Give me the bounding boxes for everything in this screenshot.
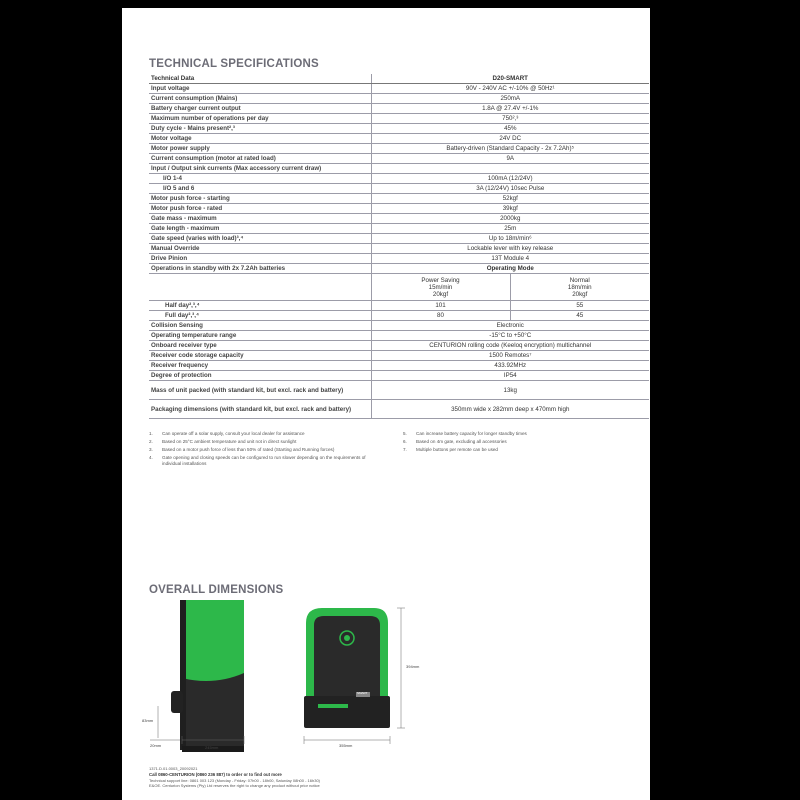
table-row bbox=[149, 124, 649, 134]
table-row bbox=[149, 194, 649, 204]
document-page: TECHNICAL SPECIFICATIONS Technical Data D20-SMART Input voltage 90V - 240V AC +/-10% @ 50Hz¹ Current consumption (Mains) 250mA Battery charger current output 1.8A @ 27.4V +/-1% Maximum number of operations per day 750²,³ Duty cycle - Mains present²,³ 45% Motor voltage 24V DC Motor power supply Battery-driven (Standard Capacity - 2x 7.2Ah)⁵ Current consumption (motor at rated load) 9A Input / Output sink currents (Max accessory current draw) I/O 1-4 100mA (12/24V) I/O 5 and 6 3A (12/24V) 10sec Pulse Motor push force - starting 52kgf Motor push force - rated 39kgf Gate mass - maximum 2000kg Gate length - maximum 25m Gate speed (varies with load)³,⁴ Up to 18m/min⁶ Manual Override Lockable lever with key release Drive Pinion 13T Module 4 Operations in standby with 2x 7.2Ah batteries Operating Mode Power Saving 15m/min 20kgf Normal 18m/min 20kgf Half day²,³,⁴ 101 55 Full day²,³,⁴ 80 45 Collision Sensing Electronic Operating temperature range -15°C to +50°C Onboard receiver type CENTURION rolling code (Keeloq encryption) multichannel Receiver code storage capacity 1500 Remotes⁷ Receiver frequency 433.92MHz Degree of protection IP54 Mass of unit packed (with standard kit, but excl. rack and battery) 13kg Packaging dimensions (with standard kit, but excl. rack and battery) 350mm wide x 282mm deep x 470mm high OVERALL DIMENSIONS 245mm 20mm 83mm 355mm 394mm SMART 1. Can operate off a solar supply, consult your local dealer for assistance 2. Based on 25°C ambient temperature and unit not in direct sunlight 3. Based on a motor push force of less than 50% of rated (Starting and Running forces) 4. Gate opening and closing speeds can be configured to run slower depending on the requirements of individual installations 5. Can increase battery capacity for longer standby times 6. Based on 4m gate, excluding all accessories 7. Multiple buttons per remote can be used 1371.D.01.0003_20092021 Call 0860-CENTURION (0860 236 887) to order or to find out more Technical support line: 0861 003 123 (Monday - Friday: 07h00 - 18h00, Saturday 08h00 - 16h30) E&OE. Centurion Systems (Pty) Ltd reserves the right to change any product without prior notice bbox=[122, 8, 650, 800]
row-label: Gate length - maximum bbox=[149, 224, 371, 234]
mode-row bbox=[149, 274, 649, 301]
tech-spec-heading: TECHNICAL SPECIFICATIONS bbox=[149, 58, 319, 70]
row-label: Operating temperature range bbox=[149, 331, 371, 341]
row-value: 25m bbox=[371, 224, 649, 234]
row-label: Onboard receiver type bbox=[149, 341, 371, 351]
row-value: 100mA (12/24V) bbox=[371, 174, 649, 184]
side-view bbox=[171, 600, 244, 752]
dimensions-diagram bbox=[122, 578, 650, 758]
row-label: Collision Sensing bbox=[149, 321, 371, 331]
row-value: 3A (12/24V) 10sec Pulse bbox=[371, 184, 649, 194]
full-day-row-power-saving: 80 bbox=[371, 311, 510, 321]
row-value: Battery-driven (Standard Capacity - 2x 7.2Ah)⁵ bbox=[371, 144, 649, 154]
row-value: 2000kg bbox=[371, 214, 649, 224]
row-label: Motor power supply bbox=[149, 144, 371, 154]
mode-spacer bbox=[149, 274, 371, 301]
row-value: 13T Module 4 bbox=[371, 254, 649, 264]
table-row bbox=[149, 164, 649, 174]
row-label: Input / Output sink currents (Max accessory current draw) bbox=[149, 164, 371, 174]
row-label: Motor push force - rated bbox=[149, 204, 371, 214]
header-label: Technical Data bbox=[149, 74, 371, 84]
row-value: 24V DC bbox=[371, 134, 649, 144]
row-label: I/O 5 and 6 bbox=[149, 184, 371, 194]
table-row bbox=[149, 341, 649, 351]
operating-mode-label: Operating Mode bbox=[371, 264, 649, 274]
table-row bbox=[149, 84, 649, 94]
spec-table bbox=[149, 74, 649, 419]
table-row bbox=[149, 244, 649, 254]
row-label: I/O 1-4 bbox=[149, 174, 371, 184]
table-row bbox=[149, 371, 649, 381]
row-value: CENTURION rolling code (Keeloq encryption) multichannel bbox=[371, 341, 649, 351]
row-label: Maximum number of operations per day bbox=[149, 114, 371, 124]
side-height-label: 83mm bbox=[142, 718, 154, 723]
full-day-row-normal: 45 bbox=[510, 311, 649, 321]
table-row bbox=[149, 114, 649, 124]
side-width-label: 245mm bbox=[205, 745, 219, 750]
smart-badge: SMART bbox=[357, 691, 368, 695]
row-label: Current consumption (Mains) bbox=[149, 94, 371, 104]
half-day-row-power-saving: 101 bbox=[371, 301, 510, 311]
front-height-label: 394mm bbox=[406, 664, 420, 669]
full-day-row-label: Full day²,³,⁴ bbox=[149, 311, 371, 321]
row-value: 1.8A @ 27.4V +/-1% bbox=[371, 104, 649, 114]
row-value: 52kgf bbox=[371, 194, 649, 204]
table-row bbox=[149, 184, 649, 194]
row-label: Packaging dimensions (with standard kit, but excl. rack and battery) bbox=[149, 400, 371, 419]
table-row bbox=[149, 351, 649, 361]
table-row bbox=[149, 361, 649, 371]
dimensions-heading: OVERALL DIMENSIONS bbox=[149, 584, 284, 596]
table-row bbox=[149, 174, 649, 184]
row-label: Receiver frequency bbox=[149, 361, 371, 371]
row-label: Motor push force - starting bbox=[149, 194, 371, 204]
side-offset-label: 20mm bbox=[150, 743, 162, 748]
row-value: 350mm wide x 282mm deep x 470mm high bbox=[371, 400, 649, 419]
mode-normal: Normal 18m/min 20kgf bbox=[510, 274, 649, 301]
row-label: Gate mass - maximum bbox=[149, 214, 371, 224]
table-row bbox=[149, 331, 649, 341]
row-value bbox=[371, 164, 649, 174]
table-row bbox=[149, 400, 649, 419]
row-value: 90V - 240V AC +/-10% @ 50Hz¹ bbox=[371, 84, 649, 94]
row-value: Up to 18m/min⁶ bbox=[371, 234, 649, 244]
table-row bbox=[149, 254, 649, 264]
row-value: 750²,³ bbox=[371, 114, 649, 124]
table-row bbox=[149, 321, 649, 331]
header-model: D20-SMART bbox=[371, 74, 649, 84]
standby-label: Operations in standby with 2x 7.2Ah batteries bbox=[149, 264, 371, 274]
call-line: Call 0860-CENTURION (0860 236 887) to order or to find out more bbox=[149, 772, 282, 777]
row-label: Duty cycle - Mains present²,³ bbox=[149, 124, 371, 134]
row-value: 13kg bbox=[371, 381, 649, 400]
row-value: IP54 bbox=[371, 371, 649, 381]
table-row bbox=[149, 94, 649, 104]
row-value: 45% bbox=[371, 124, 649, 134]
row-label: Degree of protection bbox=[149, 371, 371, 381]
doc-code: 1371.D.01.0003_20092021 bbox=[149, 766, 198, 771]
table-row bbox=[149, 234, 649, 244]
standby-row bbox=[149, 264, 649, 274]
row-label: Receiver code storage capacity bbox=[149, 351, 371, 361]
row-label: Input voltage bbox=[149, 84, 371, 94]
front-width-label: 355mm bbox=[339, 743, 353, 748]
row-value: -15°C to +50°C bbox=[371, 331, 649, 341]
row-label: Motor voltage bbox=[149, 134, 371, 144]
dimensions-drawing bbox=[122, 578, 650, 758]
row-value: 1500 Remotes⁷ bbox=[371, 351, 649, 361]
half-day-row-normal: 55 bbox=[510, 301, 649, 311]
row-value: 433.92MHz bbox=[371, 361, 649, 371]
row-label: Gate speed (varies with load)³,⁴ bbox=[149, 234, 371, 244]
mode-power-saving: Power Saving 15m/min 20kgf bbox=[371, 274, 510, 301]
full-day-row bbox=[149, 311, 649, 321]
table-header-row bbox=[149, 74, 649, 84]
row-value: Lockable lever with key release bbox=[371, 244, 649, 254]
table-row bbox=[149, 104, 649, 114]
front-view bbox=[304, 608, 390, 728]
table-row bbox=[149, 154, 649, 164]
legal-line: E&OE. Centurion Systems (Pty) Ltd reserves the right to change any product without prior notice bbox=[149, 783, 320, 788]
row-label: Battery charger current output bbox=[149, 104, 371, 114]
row-label: Mass of unit packed (with standard kit, but excl. rack and battery) bbox=[149, 381, 371, 400]
row-value: 250mA bbox=[371, 94, 649, 104]
row-value: 39kgf bbox=[371, 204, 649, 214]
row-label: Drive Pinion bbox=[149, 254, 371, 264]
table-row bbox=[149, 381, 649, 400]
half-day-row bbox=[149, 301, 649, 311]
table-row bbox=[149, 134, 649, 144]
row-label: Manual Override bbox=[149, 244, 371, 254]
table-row bbox=[149, 214, 649, 224]
table-row bbox=[149, 224, 649, 234]
support-line: Technical support line: 0861 003 123 (Monday - Friday: 07h00 - 18h00, Saturday 08h00 - 16h30) bbox=[149, 778, 320, 783]
table-row bbox=[149, 144, 649, 154]
row-value: Electronic bbox=[371, 321, 649, 331]
row-label: Current consumption (motor at rated load) bbox=[149, 154, 371, 164]
row-value: 9A bbox=[371, 154, 649, 164]
table-row bbox=[149, 204, 649, 214]
half-day-row-label: Half day²,³,⁴ bbox=[149, 301, 371, 311]
